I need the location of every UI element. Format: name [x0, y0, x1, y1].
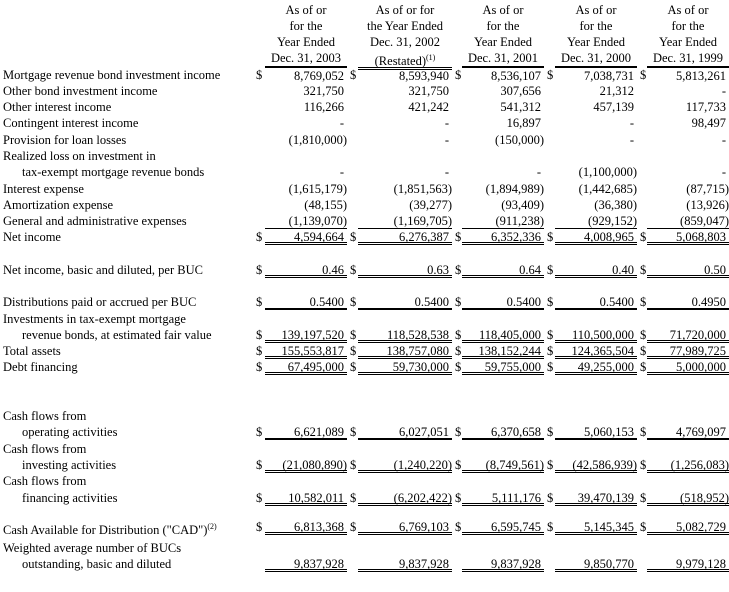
table-row: [0, 556, 729, 572]
value-cell: 421,242: [408, 100, 449, 114]
value-cell: 9,850,770: [555, 556, 637, 572]
value-cell: 9,837,928: [358, 556, 452, 572]
value-cell: 6,370,658: [462, 424, 544, 440]
row-label-text: Interest expense: [3, 182, 84, 196]
currency-symbol: $: [640, 458, 647, 472]
row-label: [3, 83, 157, 99]
value-cell: 8,593,940: [358, 67, 452, 83]
row-label-text: Distributions paid or accrued per BUC: [3, 295, 197, 309]
currency-symbol: $: [256, 491, 263, 505]
table-row: [0, 229, 729, 245]
row-label: [3, 148, 156, 164]
currency-symbol: $: [640, 263, 647, 277]
value-cell: (42,586,939): [555, 457, 637, 473]
currency-symbol: $: [455, 230, 462, 244]
currency-symbol: $: [350, 425, 357, 439]
table-row: [0, 148, 729, 164]
value-cell: (87,715): [686, 182, 729, 196]
currency-symbol: $: [350, 295, 357, 309]
currency-symbol: $: [455, 360, 462, 374]
value-cell: (36,380): [594, 198, 637, 212]
header-date: Dec. 31, 2003: [270, 51, 342, 65]
currency-symbol: $: [455, 68, 462, 82]
currency-symbol: $: [350, 328, 357, 342]
header-line: As of or: [575, 3, 617, 17]
value-cell: [462, 540, 544, 556]
row-label-text: operating activities: [22, 425, 118, 439]
value-cell: -: [721, 133, 726, 147]
value-cell: 7,038,731: [555, 67, 637, 83]
currency-symbol: $: [350, 520, 357, 534]
table-row: [0, 343, 729, 359]
header-line: for the: [289, 19, 323, 33]
currency-symbol: $: [455, 295, 462, 309]
value-cell: 5,060,153: [555, 424, 637, 440]
currency-symbol: $: [547, 360, 554, 374]
row-label: [3, 115, 138, 131]
value-cell: [462, 441, 544, 457]
row-label: [3, 132, 126, 148]
value-cell: (929,152): [555, 213, 637, 229]
value-cell: [555, 441, 637, 457]
column-header-1999: [647, 2, 729, 67]
row-label-text: Other interest income: [3, 100, 112, 114]
value-cell: -: [629, 116, 634, 130]
value-cell: [555, 311, 637, 327]
column-header-2000: [555, 2, 637, 67]
value-cell: 0.5400: [555, 294, 637, 310]
table-row: [0, 311, 729, 327]
row-label: [3, 181, 84, 197]
row-label-text: Debt financing: [3, 360, 78, 374]
table-row: [0, 99, 729, 115]
value-cell: 4,594,664: [265, 229, 347, 245]
value-cell: 5,145,345: [555, 519, 637, 535]
value-cell: (150,000): [495, 133, 544, 147]
value-cell: 5,082,729: [647, 519, 729, 535]
table-row: [0, 294, 729, 310]
currency-symbol: $: [256, 230, 263, 244]
currency-symbol: $: [455, 520, 462, 534]
value-cell: [265, 408, 347, 424]
value-cell: 5,813,261: [647, 67, 729, 83]
value-cell: 6,027,051: [358, 424, 452, 440]
value-cell: 0.40: [555, 262, 637, 278]
currency-symbol: $: [256, 263, 263, 277]
currency-symbol: $: [640, 491, 647, 505]
value-cell: [265, 311, 347, 327]
header-line: for the: [579, 19, 613, 33]
currency-symbol: $: [256, 458, 263, 472]
table-row: [0, 262, 729, 278]
value-cell: 21,312: [599, 84, 634, 98]
value-cell: 6,276,387: [358, 229, 452, 245]
value-cell: (1,169,705): [358, 213, 452, 229]
header-restated: (Restated): [374, 54, 427, 69]
value-cell: 10,582,011: [265, 490, 347, 506]
row-label-text: outstanding, basic and diluted: [22, 557, 172, 571]
value-cell: 0.4950: [647, 294, 729, 310]
value-cell: [647, 540, 729, 556]
row-label-text: revenue bonds, at estimated fair value: [22, 328, 212, 342]
row-label: [3, 441, 86, 457]
value-cell: 4,008,965: [555, 229, 637, 245]
currency-symbol: $: [350, 360, 357, 374]
row-label-text: Investments in tax-exempt mortgage: [3, 312, 186, 326]
value-cell: 0.63: [358, 262, 452, 278]
value-cell: [358, 473, 452, 489]
column-header-2002: [358, 2, 452, 70]
currency-symbol: $: [640, 230, 647, 244]
currency-symbol: $: [547, 328, 554, 342]
value-cell: 5,111,176: [462, 490, 544, 506]
value-cell: -: [536, 165, 541, 179]
column-header-2001: [462, 2, 544, 67]
table-row: [0, 441, 729, 457]
value-cell: 0.46: [265, 262, 347, 278]
value-cell: 98,497: [691, 116, 726, 130]
value-cell: 321,750: [303, 84, 344, 98]
value-cell: 5,000,000: [647, 359, 729, 375]
row-label-text: investing activities: [22, 458, 117, 472]
value-cell: [265, 473, 347, 489]
value-cell: [555, 148, 637, 164]
table-row: [0, 164, 729, 180]
value-cell: 541,312: [500, 100, 541, 114]
value-cell: -: [339, 116, 344, 130]
currency-symbol: $: [547, 425, 554, 439]
value-cell: 9,837,928: [462, 556, 544, 572]
currency-symbol: $: [350, 458, 357, 472]
value-cell: (13,926): [686, 198, 729, 212]
row-label: [3, 213, 187, 229]
row-label-text: Other bond investment income: [3, 84, 158, 98]
row-label: [22, 327, 212, 343]
value-cell: [358, 540, 452, 556]
value-cell: [647, 473, 729, 489]
value-cell: 118,405,000: [462, 327, 544, 343]
currency-symbol: $: [350, 230, 357, 244]
header-line: Year Ended: [473, 35, 533, 49]
currency-symbol: $: [256, 328, 263, 342]
column-header-2003: [265, 2, 347, 67]
value-cell: [462, 311, 544, 327]
value-cell: 59,755,000: [462, 359, 544, 375]
value-cell: [462, 148, 544, 164]
header-line: Year Ended: [566, 35, 626, 49]
row-label-text: Contingent interest income: [3, 116, 139, 130]
table-row: [0, 67, 729, 83]
currency-symbol: $: [350, 344, 357, 358]
table-row: [0, 115, 729, 131]
value-cell: 39,470,139: [555, 490, 637, 506]
value-cell: 138,152,244: [462, 343, 544, 359]
currency-symbol: $: [547, 458, 554, 472]
value-cell: (911,238): [462, 213, 544, 229]
currency-symbol: $: [455, 328, 462, 342]
header-line: Year Ended: [658, 35, 718, 49]
row-label: [3, 294, 196, 310]
header-line: As of or: [482, 3, 524, 17]
row-label: [3, 67, 220, 83]
value-cell: 307,656: [500, 84, 541, 98]
value-cell: 139,197,520: [265, 327, 347, 343]
table-row: [0, 359, 729, 375]
row-label-text: Realized loss on investment in: [3, 149, 156, 163]
row-label-text: Provision for loan losses: [3, 133, 127, 147]
value-cell: 77,989,725: [647, 343, 729, 359]
value-cell: 321,750: [408, 84, 449, 98]
currency-symbol: $: [256, 425, 263, 439]
table-row: [0, 457, 729, 473]
table-row: [0, 197, 729, 213]
value-cell: [647, 148, 729, 164]
currency-symbol: $: [640, 520, 647, 534]
value-cell: -: [721, 165, 726, 179]
value-cell: -: [721, 84, 726, 98]
currency-symbol: $: [547, 520, 554, 534]
header-line: for the: [671, 19, 705, 33]
row-label-text: Amortization expense: [3, 198, 114, 212]
value-cell: 71,720,000: [647, 327, 729, 343]
value-cell: [358, 408, 452, 424]
header-line: the Year Ended: [366, 19, 444, 33]
row-label: [3, 473, 86, 489]
currency-symbol: $: [350, 263, 357, 277]
row-label: [3, 99, 111, 115]
table-row: [0, 473, 729, 489]
row-label: [3, 262, 203, 278]
header-line: As of or for: [375, 3, 435, 17]
value-cell: 124,365,504: [555, 343, 637, 359]
currency-symbol: $: [640, 328, 647, 342]
value-cell: (1,240,220): [358, 457, 452, 473]
value-cell: (48,155): [304, 198, 347, 212]
value-cell: -: [629, 133, 634, 147]
currency-symbol: $: [640, 295, 647, 309]
value-cell: 8,769,052: [265, 67, 347, 83]
value-cell: [647, 311, 729, 327]
value-cell: 6,621,089: [265, 424, 347, 440]
value-cell: (8,749,561): [462, 457, 544, 473]
table-row: [0, 181, 729, 197]
value-cell: (518,952): [647, 490, 729, 506]
value-cell: [555, 473, 637, 489]
value-cell: (39,277): [409, 198, 452, 212]
value-cell: -: [444, 133, 449, 147]
currency-symbol: $: [547, 263, 554, 277]
footnote-ref-1: (1): [426, 53, 436, 62]
value-cell: 138,757,080: [358, 343, 452, 359]
table-row: [0, 540, 729, 556]
row-label-text: General and administrative expenses: [3, 214, 187, 228]
value-cell: 59,730,000: [358, 359, 452, 375]
value-cell: (859,047): [647, 213, 729, 229]
row-label-text: Net income: [3, 230, 61, 244]
value-cell: [462, 408, 544, 424]
currency-symbol: $: [640, 425, 647, 439]
value-cell: 0.64: [462, 262, 544, 278]
value-cell: (1,256,083): [647, 457, 729, 473]
value-cell: [265, 441, 347, 457]
value-cell: [647, 408, 729, 424]
value-cell: -: [444, 165, 449, 179]
row-label: [3, 229, 61, 245]
value-cell: (1,851,563): [393, 182, 452, 196]
row-label-text: tax-exempt mortgage revenue bonds: [22, 165, 205, 179]
table-row: [0, 213, 729, 229]
row-label: [3, 343, 61, 359]
value-cell: [358, 441, 452, 457]
header-date: Dec. 31, 1999: [652, 51, 724, 65]
header-date: Dec. 31, 2000: [560, 51, 632, 65]
row-label-text: Total assets: [3, 344, 61, 358]
currency-symbol: $: [256, 520, 263, 534]
currency-symbol: $: [350, 68, 357, 82]
value-cell: 155,553,817: [265, 343, 347, 359]
currency-symbol: $: [455, 263, 462, 277]
value-cell: 0.5400: [462, 294, 544, 310]
value-cell: 4,769,097: [647, 424, 729, 440]
row-label: [3, 311, 186, 327]
value-cell: 49,255,000: [555, 359, 637, 375]
currency-symbol: $: [455, 344, 462, 358]
value-cell: -: [339, 165, 344, 179]
row-label: [3, 540, 181, 556]
currency-symbol: $: [256, 344, 263, 358]
value-cell: 16,897: [506, 116, 541, 130]
currency-symbol: $: [455, 425, 462, 439]
header-line: Dec. 31, 2002: [369, 35, 441, 49]
currency-symbol: $: [640, 68, 647, 82]
currency-symbol: $: [547, 344, 554, 358]
value-cell: [555, 540, 637, 556]
value-cell: 110,500,000: [555, 327, 637, 343]
currency-symbol: $: [547, 295, 554, 309]
table-row: [0, 519, 729, 538]
currency-symbol: $: [547, 491, 554, 505]
value-cell: [647, 441, 729, 457]
row-label-text: Weighted average number of BUCs: [3, 541, 182, 555]
value-cell: [555, 408, 637, 424]
row-label-text: Cash flows from: [3, 474, 87, 488]
header-line: As of or: [285, 3, 327, 17]
row-label: [22, 457, 116, 473]
row-label-text: Cash Available for Distribution ("CAD"): [3, 523, 208, 538]
table-row: [0, 132, 729, 148]
row-label-text: Net income, basic and diluted, per BUC: [3, 263, 203, 277]
header-date: Dec. 31, 2001: [467, 51, 539, 65]
row-label: [3, 359, 78, 375]
value-cell: 0.50: [647, 262, 729, 278]
value-cell: (93,409): [501, 198, 544, 212]
currency-symbol: $: [256, 295, 263, 309]
currency-symbol: $: [350, 491, 357, 505]
value-cell: [358, 148, 452, 164]
value-cell: 9,837,928: [265, 556, 347, 572]
row-label: [3, 408, 86, 424]
value-cell: 118,528,538: [358, 327, 452, 343]
value-cell: (6,202,422): [358, 490, 452, 506]
value-cell: 0.5400: [265, 294, 347, 310]
value-cell: 6,595,745: [462, 519, 544, 535]
row-label: [3, 197, 113, 213]
currency-symbol: $: [455, 458, 462, 472]
value-cell: [265, 540, 347, 556]
value-cell: (1,139,070): [265, 213, 347, 229]
value-cell: 6,769,103: [358, 519, 452, 535]
value-cell: 6,813,368: [265, 519, 347, 535]
value-cell: 0.5400: [358, 294, 452, 310]
header-line: for the: [486, 19, 520, 33]
value-cell: (21,080,890): [265, 457, 347, 473]
value-cell: (1,100,000): [578, 165, 637, 179]
currency-symbol: $: [455, 491, 462, 505]
row-label-text: Cash flows from: [3, 442, 87, 456]
value-cell: 6,352,336: [462, 229, 544, 245]
value-cell: [462, 473, 544, 489]
value-cell: 457,139: [593, 100, 634, 114]
value-cell: 8,536,107: [462, 67, 544, 83]
value-cell: 117,733: [685, 100, 726, 114]
value-cell: (1,615,179): [288, 182, 347, 196]
row-label-text: Mortgage revenue bond investment income: [3, 68, 221, 82]
table-row: [0, 424, 729, 440]
table-row: [0, 408, 729, 424]
table-row: [0, 490, 729, 506]
table-row: [0, 83, 729, 99]
currency-symbol: $: [547, 68, 554, 82]
row-label: [22, 556, 171, 572]
row-label: [22, 490, 117, 506]
value-cell: 9,979,128: [647, 556, 729, 572]
value-cell: (1,810,000): [288, 133, 347, 147]
value-cell: 67,495,000: [265, 359, 347, 375]
row-label-text: financing activities: [22, 491, 118, 505]
row-label: [3, 519, 217, 538]
value-cell: 116,266: [303, 100, 344, 114]
currency-symbol: $: [640, 344, 647, 358]
header-line: Year Ended: [276, 35, 336, 49]
currency-symbol: $: [256, 360, 263, 374]
value-cell: (1,894,989): [485, 182, 544, 196]
row-label-text: Cash flows from: [3, 409, 87, 423]
currency-symbol: $: [547, 230, 554, 244]
header-line: As of or: [667, 3, 709, 17]
value-cell: 5,068,803: [647, 229, 729, 245]
table-row: [0, 327, 729, 343]
value-cell: -: [444, 116, 449, 130]
value-cell: [358, 311, 452, 327]
row-label: [22, 424, 117, 440]
value-cell: (1,442,685): [578, 182, 637, 196]
value-cell: [265, 148, 347, 164]
row-label: [22, 164, 204, 180]
footnote-ref-2: (2): [207, 522, 217, 531]
currency-symbol: $: [256, 68, 263, 82]
currency-symbol: $: [640, 360, 647, 374]
